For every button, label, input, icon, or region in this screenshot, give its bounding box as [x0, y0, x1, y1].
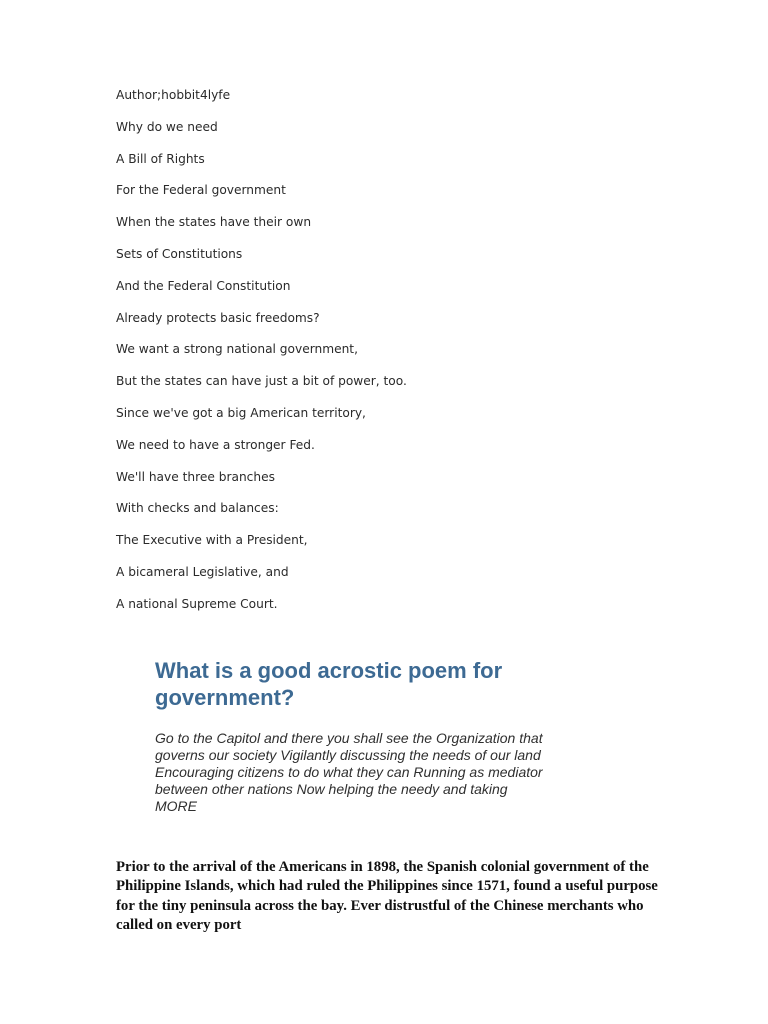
acrostic-question-heading: What is a good acrostic poem for government? [155, 658, 503, 710]
poem-block [116, 86, 407, 627]
poem-line: And the Federal Constitution [116, 278, 291, 293]
poem-line: Already protects basic freedoms? [116, 310, 320, 325]
poem-line: When the states have their own [116, 215, 312, 230]
poem-line: We need to have a stronger Fed. [116, 437, 315, 452]
poem-line: A bicameral Legislative, and [116, 564, 289, 579]
poem-line: The Executive with a President, [116, 533, 308, 548]
poem-line: But the states can have just a bit of power, too. [116, 374, 407, 389]
poem-line: A national Supreme Court. [116, 596, 278, 611]
acrostic-answer-text: Go to the Capitol and there you shall see the Organization that governs our society Vigilantly discussing the needs of our land Encouraging citizens to do what they can Running as mediator between other nations Now helping the needy and taking MORE [155, 730, 543, 814]
poem-line: For the Federal government [116, 183, 286, 198]
history-paragraph: Prior to the arrival of the Americans in 1898, the Spanish colonial government of the Philippine Islands, which had ruled the Philippines since 1571, found a useful purpose for the tiny peninsula across the bay. Ever distrustful of the Chinese merchants who called on every port [116, 859, 658, 933]
poem-line: Since we've got a big American territory, [116, 405, 366, 420]
poem-line: Author;hobbit4lyfe [116, 88, 231, 102]
poem-line: With checks and balances: [116, 501, 279, 516]
poem-line: Why do we need [116, 119, 218, 134]
poem-line: Sets of Constitutions [116, 246, 243, 261]
poem-line: We want a strong national government, [116, 342, 358, 357]
poem-line: A Bill of Rights [116, 151, 205, 166]
poem-line: We'll have three branches [116, 469, 275, 484]
